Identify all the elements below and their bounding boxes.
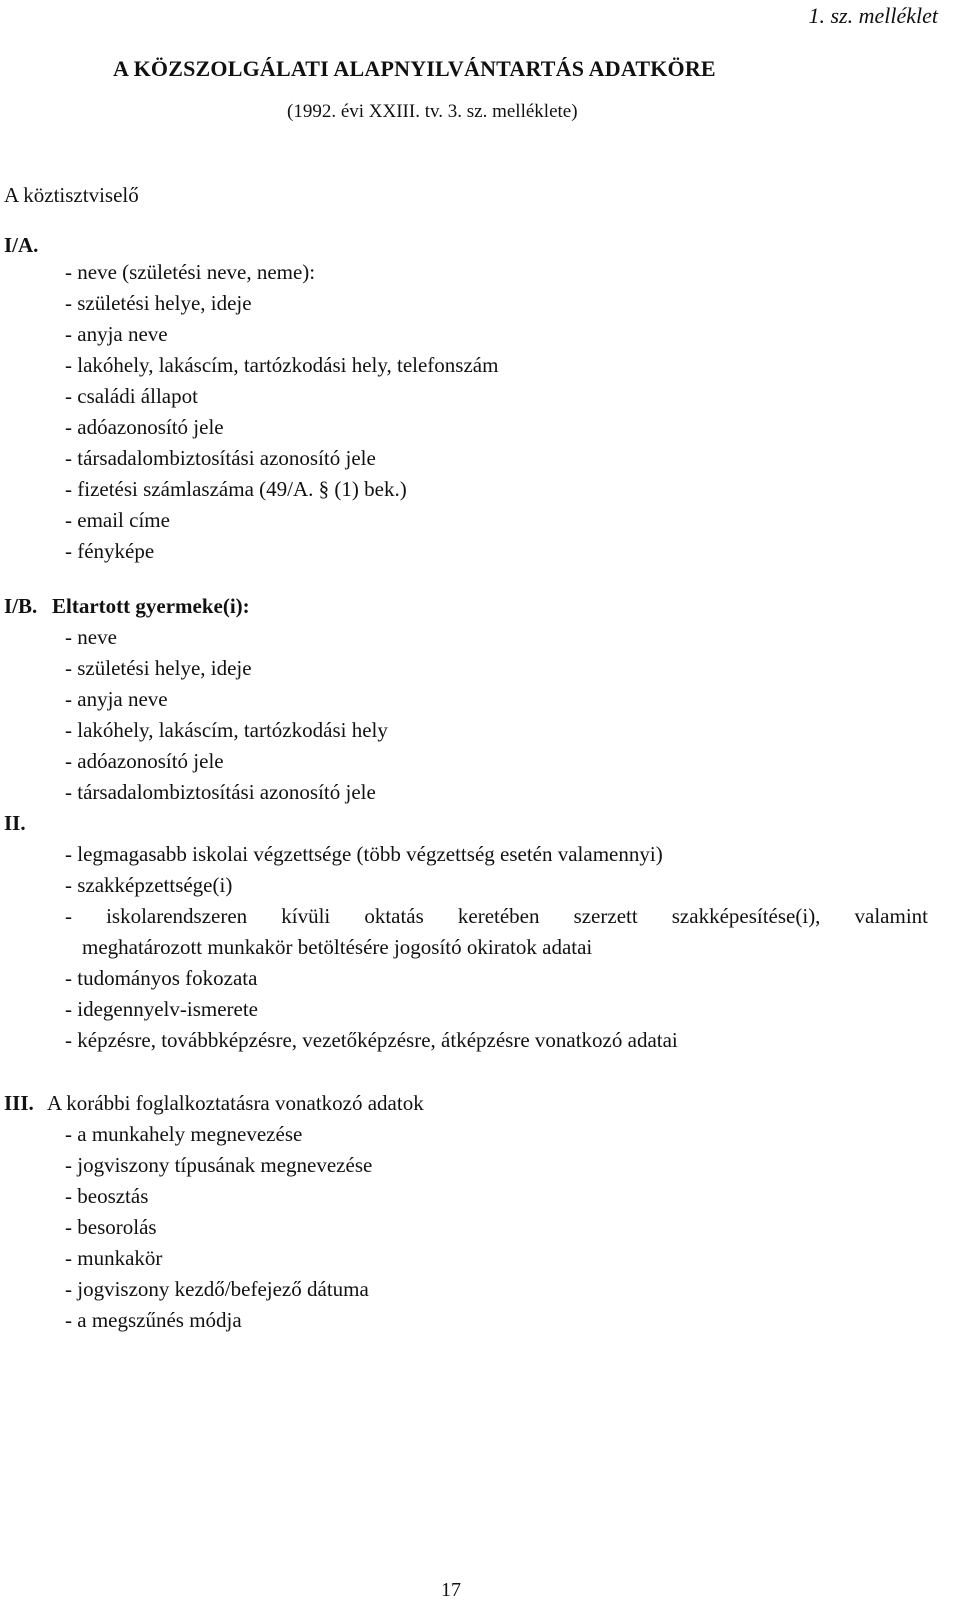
list-item: - fényképe [65, 539, 155, 563]
section-iii-heading: A korábbi foglalkoztatásra vonatkozó adatok [47, 1091, 424, 1115]
list-item: - neve [65, 625, 117, 649]
list-item: - a munkahely megnevezése [65, 1122, 303, 1146]
list-item: - képzésre, továbbképzésre, vezetőképzésre, átképzésre vonatkozó adatai [65, 1028, 678, 1052]
list-item: - iskolarendszeren kívüli oktatás keretében szerzett szakképesítése(i), valamint [65, 904, 928, 928]
list-item-continuation: meghatározott munkakör betöltésére jogosító okiratok adatai [82, 935, 593, 959]
list-item: - adóazonosító jele [65, 415, 224, 439]
list-item: - szakképzettsége(i) [65, 873, 233, 897]
list-item: - munkakör [65, 1246, 163, 1270]
list-item: - legmagasabb iskolai végzettsége (több végzettség esetén valamennyi) [65, 842, 663, 866]
list-item: - tudományos fokozata [65, 966, 258, 990]
section-ia-label: I/A. [4, 233, 39, 257]
list-item: - email címe [65, 508, 170, 532]
list-item: - lakóhely, lakáscím, tartózkodási hely [65, 718, 388, 742]
list-item: - lakóhely, lakáscím, tartózkodási hely, telefonszám [65, 353, 499, 377]
list-item: - társadalombiztosítási azonosító jele [65, 446, 376, 470]
document-subtitle: (1992. évi XXIII. tv. 3. sz. melléklete) [287, 101, 578, 122]
list-item: - anyja neve [65, 322, 168, 346]
list-item: - adóazonosító jele [65, 749, 224, 773]
intro-text: A köztisztviselő [4, 183, 139, 207]
list-item: - a megszűnés módja [65, 1308, 242, 1332]
list-item: - születési helye, ideje [65, 291, 252, 315]
document-title: A KÖZSZOLGÁLATI ALAPNYILVÁNTARTÁS ADATKÖRE [113, 56, 716, 81]
section-iii-label: III. [4, 1091, 34, 1115]
list-item: - születési helye, ideje [65, 656, 252, 680]
section-ib-label: I/B. [4, 594, 38, 618]
list-item: - anyja neve [65, 687, 168, 711]
annex-label: 1. sz. melléklet [808, 3, 938, 28]
list-item: - fizetési számlaszáma (49/A. § (1) bek.) [65, 477, 407, 501]
list-item: - beosztás [65, 1184, 149, 1208]
list-item: - besorolás [65, 1215, 157, 1239]
section-ib-heading: Eltartott gyermeke(i): [52, 594, 250, 618]
list-item: - jogviszony kezdő/befejező dátuma [65, 1277, 369, 1301]
list-item: - társadalombiztosítási azonosító jele [65, 780, 376, 804]
section-ii-label: II. [4, 811, 26, 835]
page-number: 17 [441, 1579, 461, 1601]
list-item: - családi állapot [65, 384, 198, 408]
list-item: - jogviszony típusának megnevezése [65, 1153, 373, 1177]
list-item: - idegennyelv-ismerete [65, 997, 258, 1021]
list-item: - neve (születési neve, neme): [65, 260, 316, 284]
